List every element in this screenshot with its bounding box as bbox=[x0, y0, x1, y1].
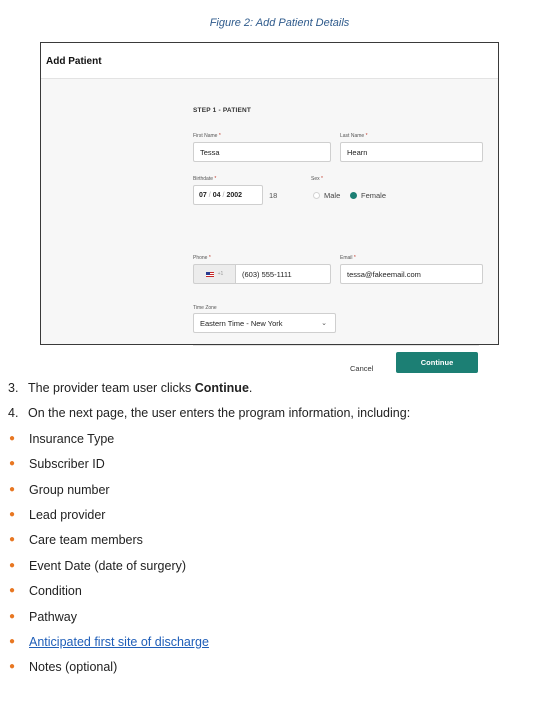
chevron-down-icon: ⌄ bbox=[321, 320, 327, 327]
bullet-text: Pathway bbox=[29, 609, 77, 624]
bullet-icon: ● bbox=[9, 508, 16, 520]
bullet-item bbox=[8, 610, 548, 635]
radio-unchecked-icon bbox=[313, 192, 320, 199]
continue-button[interactable]: Continue bbox=[396, 352, 478, 373]
time-zone-value: Eastern Time - New York bbox=[200, 318, 283, 328]
last-name-field[interactable]: Hearn bbox=[340, 142, 483, 162]
step-text: On the next page, the user enters the program information, including: bbox=[28, 406, 411, 421]
add-patient-dialog bbox=[40, 42, 499, 373]
step-item bbox=[8, 381, 548, 406]
bullet-item bbox=[8, 635, 548, 660]
bullet-icon: ● bbox=[9, 559, 16, 571]
sex-option-male-label: Male bbox=[324, 191, 341, 200]
sex-label: Sex * bbox=[311, 176, 323, 182]
footer-divider bbox=[193, 345, 479, 346]
first-name-label: First Name * bbox=[193, 133, 221, 139]
bullet-item bbox=[8, 559, 548, 584]
step-number: 3. bbox=[8, 381, 19, 395]
step-title: STEP 1 - PATIENT bbox=[193, 107, 252, 114]
bullet-item bbox=[8, 660, 548, 685]
bullet-icon: ● bbox=[9, 610, 16, 622]
bullet-text: Event Date (date of surgery) bbox=[29, 558, 187, 573]
country-code: +1 bbox=[217, 271, 224, 277]
discharge-site-link[interactable]: Anticipated first site of discharge bbox=[29, 634, 209, 649]
us-flag-icon bbox=[206, 272, 214, 277]
bullet-icon: ● bbox=[9, 432, 16, 444]
dialog-body bbox=[41, 79, 498, 373]
bullet-text: Group number bbox=[29, 482, 110, 497]
bullet-icon: ● bbox=[9, 458, 16, 470]
dialog-title: Add Patient bbox=[41, 43, 498, 79]
bullet-text: Insurance Type bbox=[29, 431, 115, 446]
bullet-text: Condition bbox=[29, 584, 82, 599]
bullet-item bbox=[8, 508, 548, 533]
birthdate-year: 2002 bbox=[226, 191, 243, 199]
age-display: 18 bbox=[269, 191, 278, 200]
bullet-text: Lead provider bbox=[29, 507, 106, 522]
birthdate-separator: / bbox=[222, 191, 225, 199]
bullet-item bbox=[8, 457, 548, 482]
birthdate-day: 04 bbox=[212, 191, 221, 199]
birthdate-label: Birthdate * bbox=[193, 176, 217, 182]
time-zone-select[interactable] bbox=[193, 313, 336, 333]
bullet-icon: ● bbox=[9, 483, 16, 495]
birthdate-separator: / bbox=[208, 191, 211, 199]
cancel-button[interactable]: Cancel bbox=[350, 364, 374, 373]
bullet-item bbox=[8, 533, 548, 558]
phone-label: Phone * bbox=[193, 255, 211, 261]
bullet-icon: ● bbox=[9, 661, 16, 673]
bullet-item bbox=[8, 483, 548, 508]
bullet-item bbox=[8, 432, 548, 457]
step-number: 4. bbox=[8, 406, 19, 421]
bullet-icon: ● bbox=[9, 635, 16, 647]
step-text: The provider team user clicks Continue. bbox=[28, 381, 253, 395]
sex-radio-male[interactable] bbox=[313, 191, 340, 200]
sex-radio-female[interactable] bbox=[350, 191, 386, 200]
first-name-field[interactable]: Tessa bbox=[193, 142, 331, 162]
email-label: Email * bbox=[340, 255, 356, 261]
country-code-selector[interactable] bbox=[193, 264, 235, 284]
step-item bbox=[8, 406, 548, 431]
figure-caption: Figure 2: Add Patient Details bbox=[209, 17, 350, 29]
bullet-icon: ● bbox=[9, 534, 16, 546]
radio-checked-icon bbox=[350, 192, 357, 199]
phone-field[interactable]: (603) 555-1111 bbox=[235, 264, 331, 284]
bullet-text: Subscriber ID bbox=[29, 457, 105, 472]
email-field[interactable]: tessa@fakeemail.com bbox=[340, 264, 483, 284]
bullet-text: Notes (optional) bbox=[29, 660, 118, 675]
time-zone-label: Time Zone bbox=[193, 305, 217, 311]
instructions-list bbox=[8, 381, 548, 686]
birthdate-field[interactable] bbox=[193, 185, 263, 205]
last-name-label: Last Name * bbox=[340, 133, 368, 139]
bullet-icon: ● bbox=[9, 585, 16, 597]
birthdate-month: 07 bbox=[199, 191, 207, 199]
sex-option-female-label: Female bbox=[361, 191, 387, 200]
bullet-item bbox=[8, 584, 548, 609]
bullet-text: Care team members bbox=[29, 533, 143, 548]
